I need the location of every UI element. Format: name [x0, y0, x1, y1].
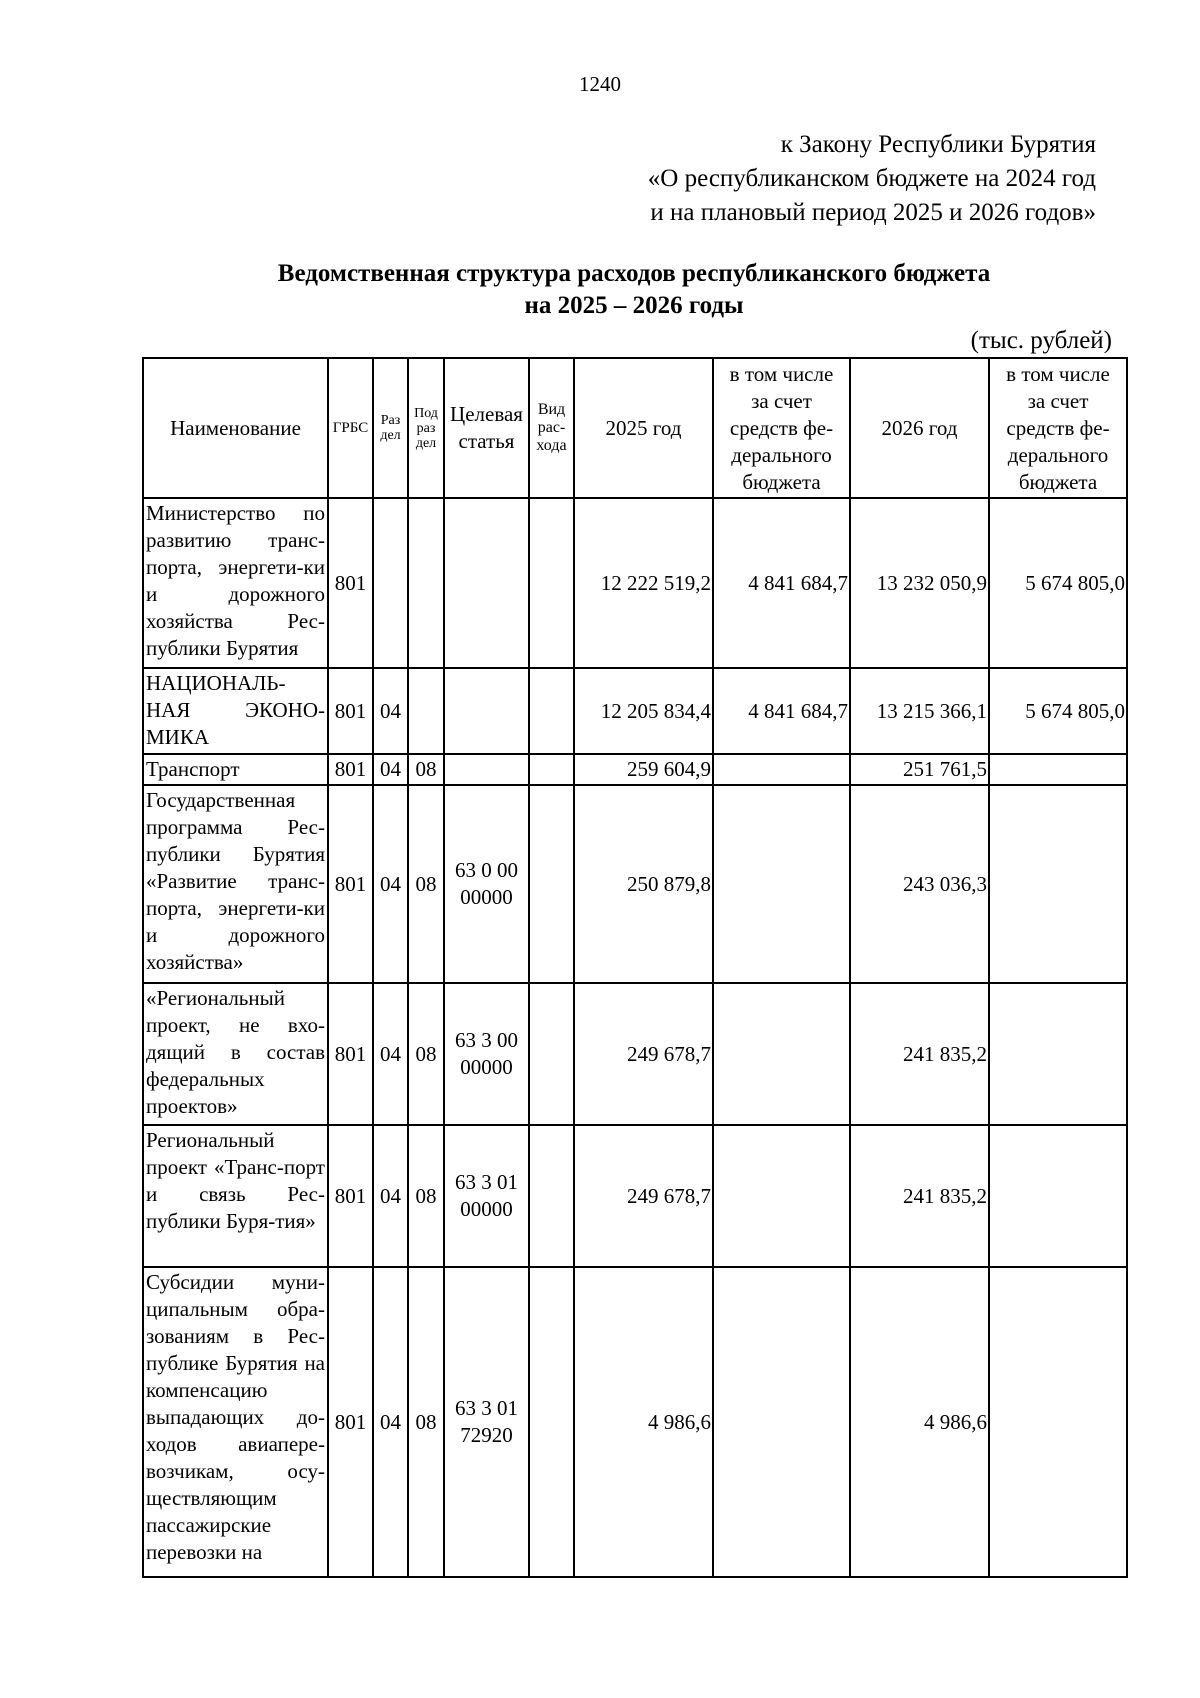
- col-header-fed-2025-line: в том числе: [729, 361, 834, 386]
- row-podrazdel: 08: [408, 1125, 444, 1267]
- col-header-fed-2026-line: средств фе-: [1006, 415, 1110, 440]
- table-row: [143, 785, 1127, 983]
- table-header-row: [143, 358, 1127, 498]
- row-vid: [529, 668, 574, 754]
- row-2026: 13 232 050,9: [850, 498, 989, 668]
- row-vid: [529, 983, 574, 1125]
- row-target: [444, 983, 529, 1125]
- row-2025: 250 879,8: [574, 785, 713, 983]
- col-header-2026: 2026 год: [850, 358, 989, 498]
- law-reference: [648, 128, 1096, 230]
- row-2025: 259 604,9: [574, 754, 713, 785]
- col-header-grbs: ГРБС: [328, 358, 373, 498]
- row-fed-2025: [713, 785, 850, 983]
- row-target: [444, 1125, 529, 1267]
- row-fed-2026: [989, 1267, 1127, 1577]
- col-header-razdel-line: Раз: [380, 413, 401, 428]
- row-target: [444, 785, 529, 983]
- col-header-vid-line: хода: [536, 437, 567, 454]
- row-2025: 249 678,7: [574, 983, 713, 1125]
- col-header-target: [444, 358, 529, 498]
- row-name: Министерство по развитию транс-порта, энергети-ки и дорожного хозяйства Рес-публики Бурятия: [143, 498, 328, 668]
- row-vid: [529, 785, 574, 983]
- table-row: [143, 983, 1127, 1125]
- row-fed-2026: [989, 1125, 1127, 1267]
- row-name: НАЦИОНАЛЬ-НАЯ ЭКОНО-МИКА: [143, 668, 328, 754]
- row-grbs: 801: [328, 1267, 373, 1577]
- row-grbs: 801: [328, 668, 373, 754]
- col-header-razdel: [373, 358, 408, 498]
- row-podrazdel: 08: [408, 1267, 444, 1577]
- col-header-name: Наименование: [143, 358, 328, 498]
- row-podrazdel: 08: [408, 983, 444, 1125]
- col-header-target-line: Целевая: [450, 402, 523, 426]
- col-header-podrazdel-line: Под: [414, 405, 438, 421]
- row-fed-2025: 4 841 684,7: [713, 498, 850, 668]
- row-vid: [529, 1267, 574, 1577]
- row-target: [444, 1267, 529, 1577]
- col-header-fed-2025-line: дерального: [731, 442, 832, 467]
- row-grbs: 801: [328, 1125, 373, 1267]
- row-name: Субсидии муни-ципальным обра-зованиям в Рес-публике Бурятия на компенсацию выпадающих до-ходов авиапере-возчикам, осу-ществляющим пассажирские перевозки на: [143, 1267, 328, 1577]
- row-grbs: 801: [328, 754, 373, 785]
- row-fed-2025: [713, 983, 850, 1125]
- col-header-podrazdel: [408, 358, 444, 498]
- row-razdel: 04: [373, 785, 408, 983]
- row-target-line: 63 3 01: [455, 1170, 518, 1194]
- law-reference-line: «О республиканском бюджете на 2024 год: [647, 165, 1096, 192]
- row-name: Транспорт: [143, 754, 328, 785]
- row-vid: [529, 498, 574, 668]
- units-label: (тыс. рублей): [970, 327, 1112, 354]
- row-2025: 12 222 519,2: [574, 498, 713, 668]
- row-fed-2025: 4 841 684,7: [713, 668, 850, 754]
- col-header-vid: [529, 358, 574, 498]
- row-fed-2026: [989, 983, 1127, 1125]
- row-fed-2025: [713, 1267, 850, 1577]
- row-2026: 243 036,3: [850, 785, 989, 983]
- row-2026: 4 986,6: [850, 1267, 989, 1577]
- row-razdel: 04: [373, 983, 408, 1125]
- row-vid: [529, 1125, 574, 1267]
- row-grbs: 801: [328, 983, 373, 1125]
- col-header-fed-2025: [713, 358, 850, 498]
- row-target: [444, 754, 529, 785]
- row-target-line: 63 3 01: [455, 1396, 518, 1420]
- row-razdel: 04: [373, 1267, 408, 1577]
- row-target-line: 00000: [460, 885, 513, 909]
- col-header-fed-2026: [989, 358, 1127, 498]
- row-fed-2026: [989, 754, 1127, 785]
- row-grbs: 801: [328, 498, 373, 668]
- col-header-podrazdel-line: раз: [416, 420, 436, 436]
- row-podrazdel: 08: [408, 754, 444, 785]
- table-row: [143, 668, 1127, 754]
- row-target-line: 00000: [460, 1197, 513, 1221]
- document-title-line: Ведомственная структура расходов республиканского бюджета: [277, 260, 991, 287]
- row-razdel: 04: [373, 1125, 408, 1267]
- row-2026: 251 761,5: [850, 754, 989, 785]
- row-vid: [529, 754, 574, 785]
- row-target-line: 63 0 00: [455, 858, 518, 882]
- law-reference-line: к Закону Республики Бурятия: [780, 131, 1096, 158]
- document-title: [0, 258, 1200, 322]
- budget-table: [142, 357, 1128, 1578]
- row-target: [444, 668, 529, 754]
- page-number: 1240: [579, 72, 621, 96]
- table-row: [143, 1125, 1127, 1267]
- row-name: «Региональный проект, не вхо-дящий в состав федеральных проектов»: [143, 983, 328, 1125]
- row-fed-2026: 5 674 805,0: [989, 498, 1127, 668]
- row-2025: 249 678,7: [574, 1125, 713, 1267]
- row-grbs: 801: [328, 785, 373, 983]
- row-2026: 241 835,2: [850, 1125, 989, 1267]
- row-2026: 13 215 366,1: [850, 668, 989, 754]
- col-header-vid-line: Вид: [537, 401, 566, 418]
- row-name: Региональный проект «Транс-порт и связь Рес-публики Буря-тия»: [143, 1125, 328, 1267]
- col-header-target-line: статья: [458, 429, 515, 453]
- row-fed-2026: 5 674 805,0: [989, 668, 1127, 754]
- row-podrazdel: 08: [408, 785, 444, 983]
- row-razdel: 04: [373, 668, 408, 754]
- col-header-fed-2026-line: за счет: [1027, 388, 1089, 413]
- row-2025: 4 986,6: [574, 1267, 713, 1577]
- row-fed-2025: [713, 1125, 850, 1267]
- col-header-fed-2025-line: средств фе-: [729, 415, 834, 440]
- col-header-razdel-line: дел: [380, 428, 401, 443]
- col-header-fed-2025-line: бюджета: [742, 469, 821, 494]
- col-header-fed-2026-line: в том числе: [1006, 361, 1110, 386]
- row-name: Государственная программа Рес-публики Бурятия «Развитие транс-порта, энергети-ки и дорожного хозяйства»: [143, 785, 328, 983]
- law-reference-line: и на плановый период 2025 и 2026 годов»: [650, 199, 1096, 226]
- col-header-fed-2026-line: дерального: [1007, 442, 1109, 467]
- col-header-fed-2025-line: за счет: [751, 388, 812, 413]
- row-2026: 241 835,2: [850, 983, 989, 1125]
- row-target-line: 00000: [460, 1055, 513, 1079]
- row-2025: 12 205 834,4: [574, 668, 713, 754]
- table-row: [143, 1267, 1127, 1577]
- table-row: [143, 498, 1127, 668]
- row-fed-2026: [989, 785, 1127, 983]
- row-razdel: [373, 498, 408, 668]
- col-header-fed-2026-line: бюджета: [1018, 469, 1098, 494]
- col-header-podrazdel-line: дел: [415, 435, 437, 451]
- col-header-2025: 2025 год: [574, 358, 713, 498]
- row-razdel: 04: [373, 754, 408, 785]
- row-podrazdel: [408, 498, 444, 668]
- row-target-line: 63 3 00: [455, 1028, 518, 1052]
- row-target-line: 72920: [460, 1423, 513, 1447]
- row-podrazdel: [408, 668, 444, 754]
- col-header-vid-line: рас-: [537, 419, 566, 436]
- row-target: [444, 498, 529, 668]
- document-title-line: на 2025 – 2026 годы: [524, 292, 744, 319]
- table-row: [143, 754, 1127, 785]
- row-fed-2025: [713, 754, 850, 785]
